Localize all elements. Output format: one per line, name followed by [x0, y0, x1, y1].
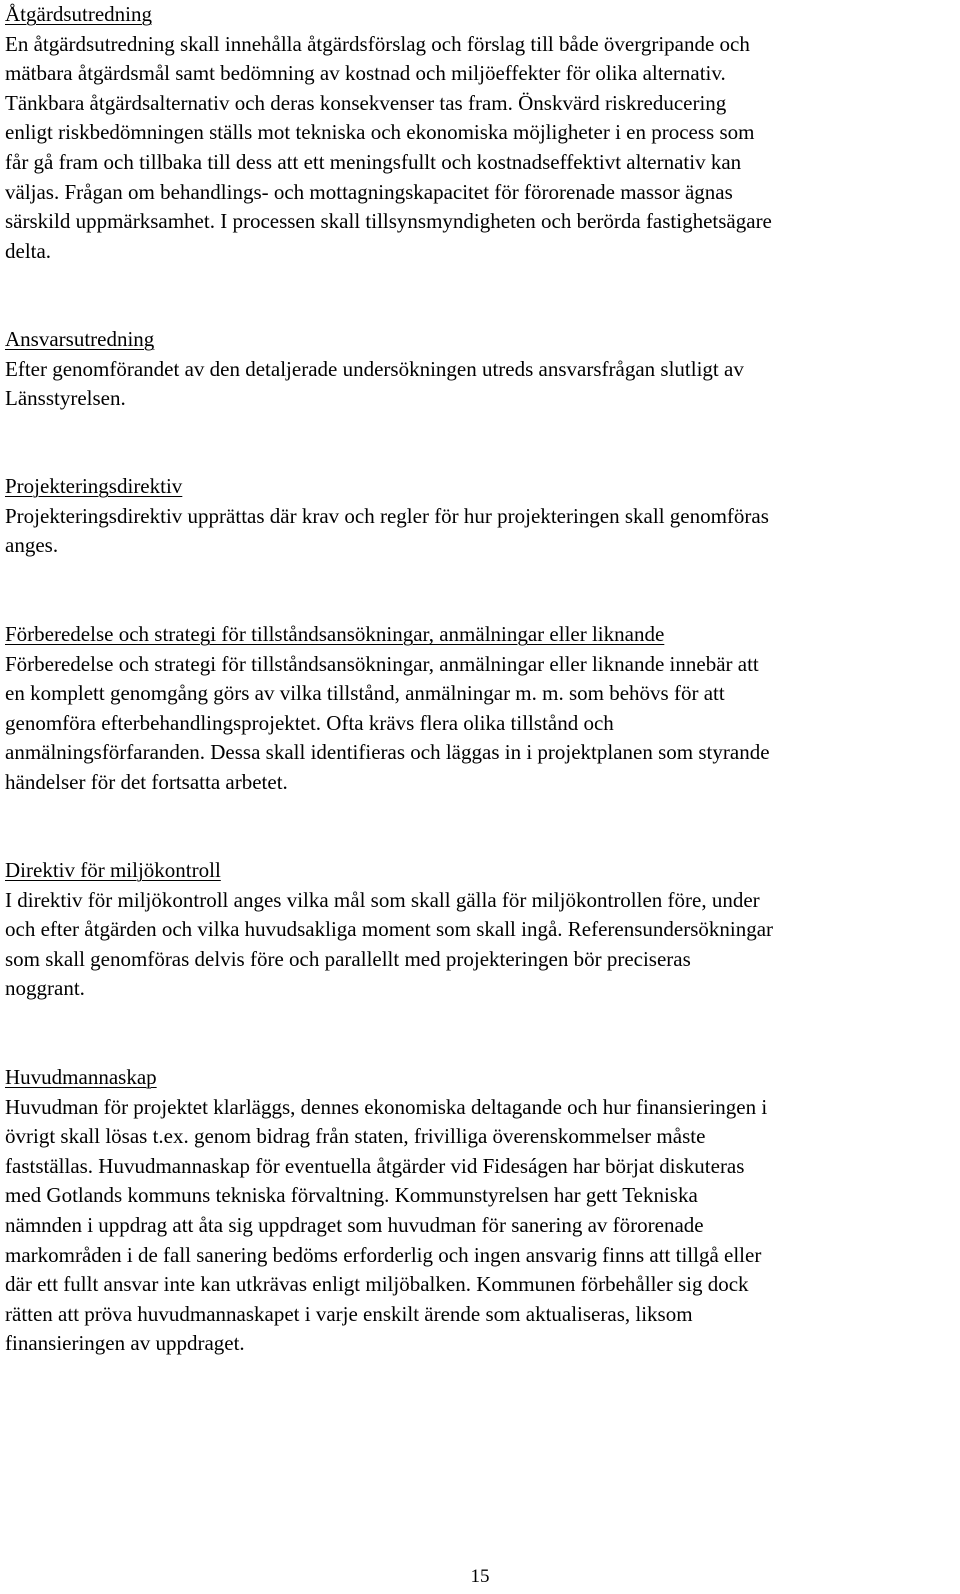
paragraph-line: väljas. Frågan om behandlings- och mottagningskapacitet för förorenade massor ägnas — [5, 179, 733, 204]
paragraph-line: delta. — [5, 238, 52, 263]
paragraph-line: markområden i de fall sanering bedöms erforderlig och ingen ansvarig finns att tillgå eller — [5, 1242, 762, 1267]
section-direktiv-miljokontroll — [5, 856, 773, 1004]
paragraph-line: anges. — [5, 533, 59, 558]
section-huvudmannaskap — [5, 1063, 767, 1359]
paragraph-line: enligt riskbedömningen ställs mot tekniska och ekonomiska möjligheter i en process som — [5, 120, 755, 145]
paragraph-line: mätbara åtgärdsmål samt bedömning av kostnad och miljöeffekter för olika alternativ. — [5, 61, 726, 86]
paragraph-line: en komplett genomgång görs av vilka tillstånd, anmälningar m. m. som behövs för att — [5, 681, 725, 706]
paragraph-line: Tänkbara åtgärdsalternativ och deras konsekvenser tas fram. Önskvärd riskreducering — [5, 90, 727, 115]
section-heading: Åtgärdsutredning — [5, 2, 152, 26]
paragraph-line: händelser för det fortsatta arbetet. — [5, 769, 288, 794]
paragraph-line: får gå fram och tillbaka till dess att ett meningsfullt och kostnadseffektivt alternativ kan — [5, 149, 742, 174]
paragraph-line: noggrant. — [5, 976, 85, 1001]
paragraph-line: som skall genomföras delvis före och parallellt med projekteringen bör preciseras — [5, 946, 691, 971]
section-paragraph — [5, 502, 769, 561]
paragraph-line: med Gotlands kommuns tekniska förvaltning. Kommunstyrelsen har gett Tekniska — [5, 1183, 698, 1208]
section-paragraph — [5, 30, 772, 267]
section-ansvarsutredning — [5, 325, 744, 414]
paragraph-line: Projekteringsdirektiv upprättas där krav och regler för hur projekteringen skall genomföras — [5, 503, 769, 528]
section-paragraph — [5, 650, 770, 798]
section-forberedelse — [5, 620, 770, 798]
paragraph-line: Länsstyrelsen. — [5, 386, 126, 411]
section-projekteringsdirektiv — [5, 472, 769, 561]
section-heading: Projekteringsdirektiv — [5, 474, 183, 498]
paragraph-line: Förberedelse och strategi för tillståndsansökningar, anmälningar eller liknande innebär att — [5, 651, 759, 676]
section-heading: Direktiv för miljökontroll — [5, 858, 221, 882]
paragraph-line: där ett fullt ansvar inte kan utkrävas enligt miljöbalken. Kommunen förbehåller sig dock — [5, 1272, 749, 1297]
paragraph-line: Huvudman för projektet klarläggs, dennes ekonomiska deltagande och hur finansieringen i — [5, 1094, 768, 1119]
paragraph-line: genomföra efterbehandlingsprojektet. Ofta krävs flera olika tillstånd och — [5, 710, 614, 735]
section-paragraph — [5, 355, 744, 414]
section-paragraph — [5, 1093, 767, 1359]
section-heading: Ansvarsutredning — [5, 327, 155, 351]
paragraph-line: fastställas. Huvudmannaskap för eventuella åtgärder vid Fideságen har börjat diskuteras — [5, 1153, 745, 1178]
paragraph-line: Efter genomförandet av den detaljerade undersökningen utreds ansvarsfrågan slutligt av — [5, 356, 744, 381]
paragraph-line: nämnden i uppdrag att åta sig uppdraget som huvudman för sanering av förorenade — [5, 1212, 704, 1237]
paragraph-line: finansieringen av uppdraget. — [5, 1331, 245, 1356]
section-heading: Huvudmannaskap — [5, 1065, 157, 1089]
paragraph-line: En åtgärdsutredning skall innehålla åtgärdsförslag och förslag till både övergripande och — [5, 31, 750, 56]
paragraph-line: och efter åtgärden och vilka huvudsakliga moment som skall ingå. Referensundersökningar — [5, 917, 774, 942]
paragraph-line: rätten att pröva huvudmannaskapet i varje enskilt ärende som aktualiseras, liksom — [5, 1301, 693, 1326]
section-paragraph — [5, 886, 773, 1004]
paragraph-line: I direktiv för miljökontroll anges vilka mål som skall gälla för miljökontrollen före, under — [5, 887, 760, 912]
section-atgardsutredning — [5, 0, 772, 266]
paragraph-line: särskild uppmärksamhet. I processen skall tillsynsmyndigheten och berörda fastighetsägare — [5, 209, 772, 234]
paragraph-line: övrigt skall lösas t.ex. genom bidrag från staten, frivilliga överenskommelser måste — [5, 1124, 706, 1149]
paragraph-line: anmälningsförfaranden. Dessa skall identifieras och läggas in i projektplanen som styrande — [5, 740, 770, 765]
page-number: 15 — [470, 1566, 490, 1587]
section-heading: Förberedelse och strategi för tillståndsansökningar, anmälningar eller liknande — [5, 622, 665, 646]
